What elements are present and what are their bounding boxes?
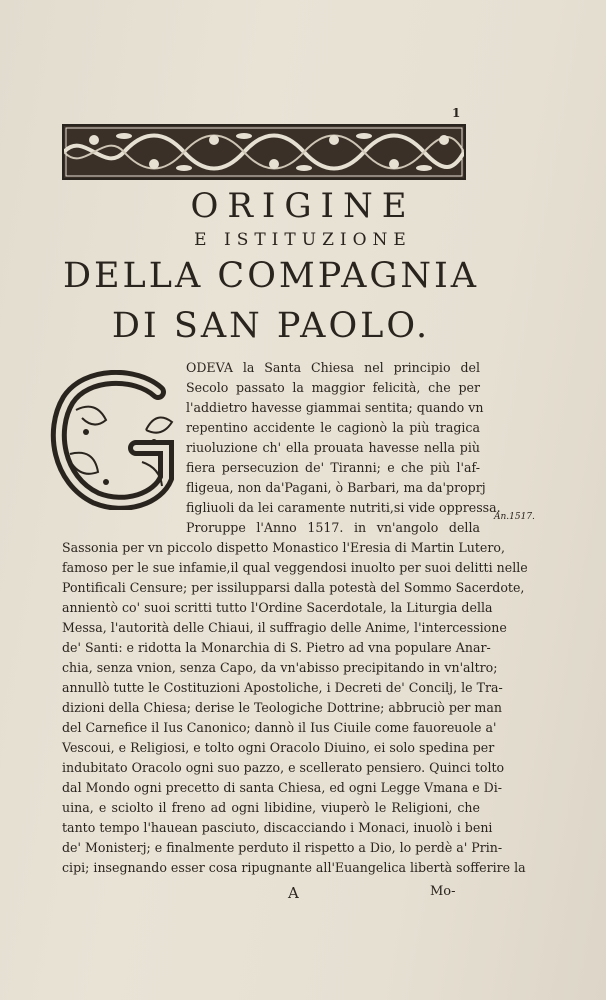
ornament-icon (64, 126, 464, 178)
body-line: Pontificali Censure; per issilupparsi dalla potestà del Sommo Sacerdote, (62, 580, 525, 595)
body-line: fiera persecuzion de' Tiranni; e che più l'af- (186, 460, 480, 475)
margin-note-year: An.1517. (494, 512, 535, 522)
body-line: tanto tempo l'hauean pasciuto, discacciando i Monaci, inuolò i beni (62, 820, 493, 835)
body-line: uina, e sciolto il freno ad ogni libidine, viuperò le Religioni, che (62, 800, 480, 815)
body-line: del Carnefice il Ius Canonico; dannò il Ius Ciuile come fauoreuole a' (62, 720, 497, 735)
body-line: dizioni della Chiesa; derise le Teologiche Dottrine; abbruciò per man (62, 700, 502, 715)
decorated-initial-g (46, 370, 182, 510)
signature-mark: A (288, 884, 299, 902)
body-line: annientò co' suoi scritti tutto l'Ordine Sacerdotale, la Liturgia della (62, 600, 493, 615)
body-line: fligeua, non da'Pagani, ò Barbari, ma da'proprj (186, 480, 486, 495)
body-line: Secolo passato la maggior felicità, che per (186, 380, 480, 395)
title-della-compagnia: DELLA COMPAGNIA (62, 256, 480, 296)
body-line: Messa, l'autorità delle Chiaui, il suffragio delle Anime, l'intercessione (62, 620, 507, 635)
catchword: Mo- (430, 884, 456, 899)
title-istituzione: E ISTITUZIONE (194, 230, 412, 250)
body-line: cipi; insegnando esser cosa ripugnante all'Euangelica libertà sofferire la (62, 860, 526, 875)
body-line: famoso per le sue infamie,il qual veggendosi inuolto per suoi delitti nelle (62, 560, 528, 575)
title-origine: ORIGINE (190, 186, 416, 226)
body-line: chia, senza vnion, senza Capo, da vn'abisso precipitando in vn'altro; (62, 660, 498, 675)
page-number: 1 (452, 106, 461, 120)
body-line: Vescoui, e Religiosi, e tolto ogni Oracolo Diuino, ei solo spedina per (62, 740, 495, 755)
body-line: dal Mondo ogni precetto di santa Chiesa, ed ogni Legge Vmana e Di- (62, 780, 503, 795)
body-line: repentino accidente le cagionò la più tragica (186, 420, 480, 435)
body-line: riuoluzione ch' ella prouata havesse nella più (186, 440, 480, 455)
body-line: indubitato Oracolo ogni suo pazzo, e scellerato pensiero. Quinci tolto (62, 760, 505, 775)
body-line: annullò tutte le Costituzioni Apostoliche, i Decreti de' Concilj, le Tra- (62, 680, 503, 695)
initial-letter-icon (46, 370, 182, 510)
body-line: ODEVA la Santa Chiesa nel principio del (186, 360, 480, 375)
body-line: l'addietro havesse giammai sentita; quando vn (186, 400, 484, 415)
ornamental-headpiece (62, 124, 466, 180)
body-line: Proruppe l'Anno 1517. in vn'angolo della (186, 520, 480, 535)
body-line: de' Santi: e ridotta la Monarchia di S. Pietro ad vna populare Anar- (62, 640, 491, 655)
body-line: figliuoli da lei caramente nutriti,si vide oppressa. (186, 500, 501, 515)
body-line: de' Monisterj; e finalmente perduto il rispetto a Dio, lo perdè a' Prin- (62, 840, 503, 855)
title-di-san-paolo: DI SAN PAOLO. (111, 306, 431, 346)
body-line: Sassonia per vn piccolo dispetto Monastico l'Eresia di Martin Lutero, (62, 540, 505, 555)
